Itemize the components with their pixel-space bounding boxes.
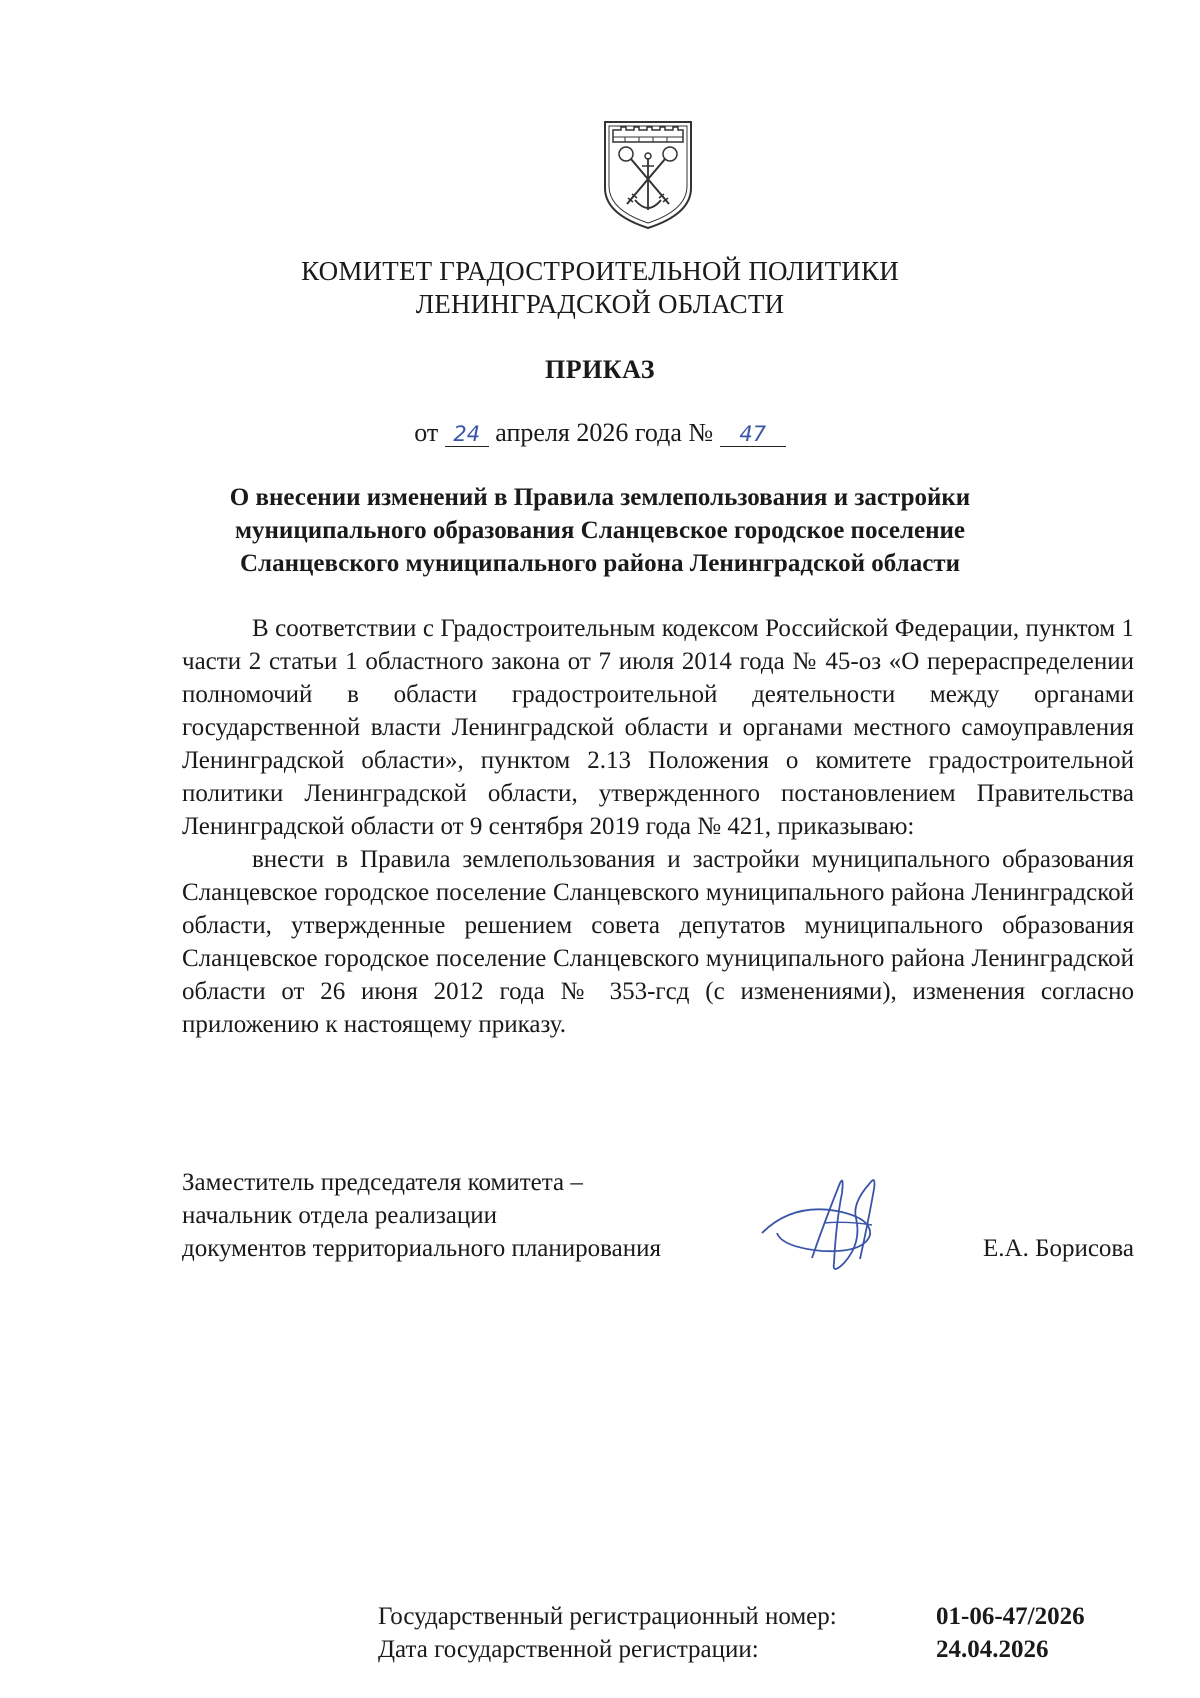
handwritten-signature-icon — [752, 1163, 912, 1283]
body-paragraph-decision: внести в Правила землепользования и застройки муниципального образования Сланцевское городское поселение Сланцевского муниципального района Ленинградской области, утвержденные решением совета депутатов муниципального образования Сланцевское городское поселение Сланцевского муниципального района Ленинградской области от 26 июня 2012 года № 353-гсд (с изменениями), изменения согласно приложению к настоящему приказу. — [182, 846, 1134, 1038]
signatory-position — [182, 1166, 661, 1265]
registration-number-value: 01-06-47/2026 — [936, 1603, 1085, 1630]
registration-date-label: Дата государственной регистрации: — [378, 1636, 759, 1663]
committee-line-2: ЛЕНИНГРАДСКОЙ ОБЛАСТИ — [415, 289, 785, 319]
committee-line-1: КОМИТЕТ ГРАДОСТРОИТЕЛЬНОЙ ПОЛИТИКИ — [301, 256, 899, 286]
signatory-position-line-3: документов территориального планирования — [182, 1235, 661, 1262]
registration-date-value: 24.04.2026 — [936, 1636, 1049, 1663]
order-date-number-line — [0, 418, 1200, 448]
order-month-year: апреля 2026 года № — [495, 418, 714, 447]
coat-of-arms-icon — [601, 118, 695, 230]
subject-line-3: Сланцевского муниципального района Ленинградской области — [240, 550, 960, 577]
signatory-position-line-2: начальник отдела реализации — [182, 1202, 497, 1229]
body-paragraph-legal-basis: В соответствии с Градостроительным кодексом Российской Федерации, пунктом 1 части 2 статьи 1 областного закона от 7 июля 2014 года № 45-оз «О перераспределении полномочий в области градостроительной деятельности между органами государственной власти Ленинградской области и органами местного самоуправления Ленинградской области», пунктом 2.13 Положения о комитете градостроительной политики Ленинградской области, утвержденного постановлением Правительства Ленинградской области от 9 сентября 2019 года № 421, приказываю: — [182, 615, 1134, 840]
committee-name — [0, 255, 1200, 321]
document-type-title: ПРИКАЗ — [544, 355, 656, 384]
order-number-handwritten: 47 — [720, 422, 786, 447]
order-day-handwritten: 24 — [445, 422, 489, 447]
order-body — [182, 612, 1134, 1041]
signatory-name: Е.А. Борисова — [983, 1235, 1134, 1262]
subject-line-1: О внесении изменений в Правила землепользования и застройки — [229, 484, 971, 511]
subject-line-2: муниципального образования Сланцевское городское поселение — [235, 517, 965, 544]
order-subject — [0, 481, 1200, 580]
order-date-prefix: от — [414, 418, 439, 447]
registration-number-label: Государственный регистрационный номер: — [378, 1603, 837, 1630]
signatory-position-line-1: Заместитель председателя комитета – — [182, 1169, 583, 1196]
